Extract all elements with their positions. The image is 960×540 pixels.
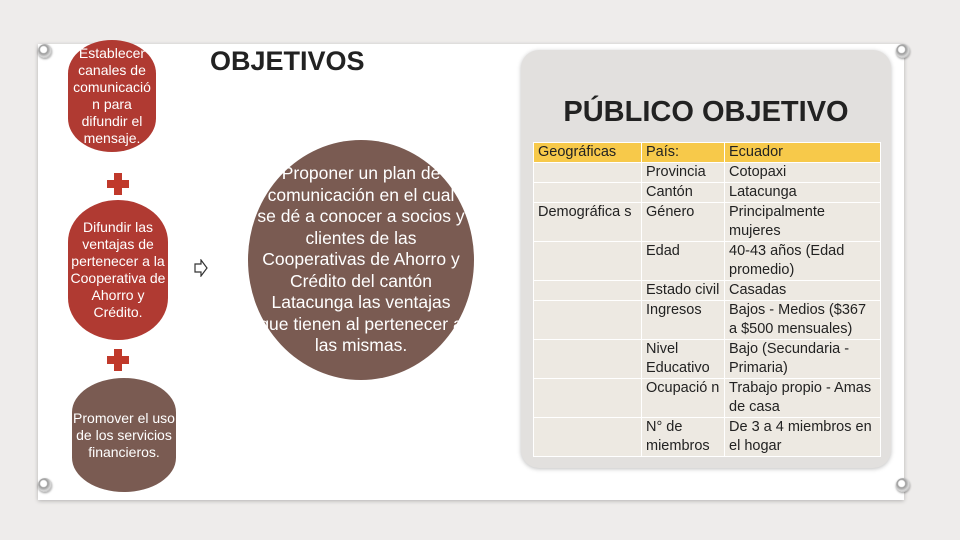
value-cell: Latacunga xyxy=(725,183,881,203)
pushpin-icon xyxy=(896,44,910,58)
category-cell xyxy=(534,242,642,281)
pushpin-icon xyxy=(38,478,52,492)
objetivo-principal xyxy=(248,140,474,380)
category-cell xyxy=(534,281,642,301)
variable-cell: Estado civil xyxy=(642,281,725,301)
value-cell: 40-43 años (Edad promedio) xyxy=(725,242,881,281)
category-cell xyxy=(534,340,642,379)
publico-table xyxy=(533,142,881,457)
value-cell: Bajo (Secundaria - Primaria) xyxy=(725,340,881,379)
objetivo-oval-3 xyxy=(72,378,176,492)
value-cell: Casadas xyxy=(725,281,881,301)
objetivo-text-1: Establecer canales de comunicació n para difundir el mensaje. xyxy=(73,45,151,146)
variable-cell: Género xyxy=(642,203,725,242)
value-cell: Trabajo propio - Amas de casa xyxy=(725,379,881,418)
table-row xyxy=(534,163,881,183)
objetivo-oval-1 xyxy=(68,40,156,152)
category-cell: Geográficas xyxy=(534,143,642,163)
table-row xyxy=(534,183,881,203)
variable-cell: País: xyxy=(642,143,725,163)
value-cell: Cotopaxi xyxy=(725,163,881,183)
category-cell xyxy=(534,418,642,457)
arrow-right-icon xyxy=(194,259,208,277)
table-row xyxy=(534,143,881,163)
pushpin-icon xyxy=(896,478,910,492)
table-row xyxy=(534,301,881,340)
objetivos-title: OBJETIVOS xyxy=(210,46,365,76)
objetivo-text-2: Difundir las ventajas de pertenecer a la Cooperativa de Ahorro y Crédito. xyxy=(70,219,166,320)
category-cell xyxy=(534,379,642,418)
variable-cell: Cantón xyxy=(642,183,725,203)
publico-title: PÚBLICO OBJETIVO xyxy=(563,96,849,128)
category-cell: Demográfica s xyxy=(534,203,642,242)
objetivo-principal-text: Proponer un plan de comunicación en el cual se dé a conocer a socios y clientes de las Cooperativas de Ahorro y Crédito del cantón Latacunga las ventajas que tienen al pertenecer a las mismas. xyxy=(257,163,465,356)
table-row xyxy=(534,340,881,379)
table-row xyxy=(534,418,881,457)
variable-cell: Provincia xyxy=(642,163,725,183)
table-row xyxy=(534,379,881,418)
value-cell: Bajos - Medios ($367 a $500 mensuales) xyxy=(725,301,881,340)
table-row xyxy=(534,203,881,242)
value-cell: De 3 a 4 miembros en el hogar xyxy=(725,418,881,457)
plus-icon xyxy=(107,173,129,195)
value-cell: Ecuador xyxy=(725,143,881,163)
variable-cell: Edad xyxy=(642,242,725,281)
category-cell xyxy=(534,301,642,340)
plus-icon xyxy=(107,349,129,371)
variable-cell: Ingresos xyxy=(642,301,725,340)
variable-cell: N° de miembros xyxy=(642,418,725,457)
table-row xyxy=(534,281,881,301)
variable-cell: Ocupació n xyxy=(642,379,725,418)
objetivo-text-3: Promover el uso de los servicios financieros. xyxy=(73,409,175,460)
category-cell xyxy=(534,183,642,203)
objetivo-oval-2 xyxy=(68,200,168,340)
table-row xyxy=(534,242,881,281)
value-cell: Principalmente mujeres xyxy=(725,203,881,242)
variable-cell: Nivel Educativo xyxy=(642,340,725,379)
category-cell xyxy=(534,163,642,183)
pushpin-icon xyxy=(38,44,52,58)
